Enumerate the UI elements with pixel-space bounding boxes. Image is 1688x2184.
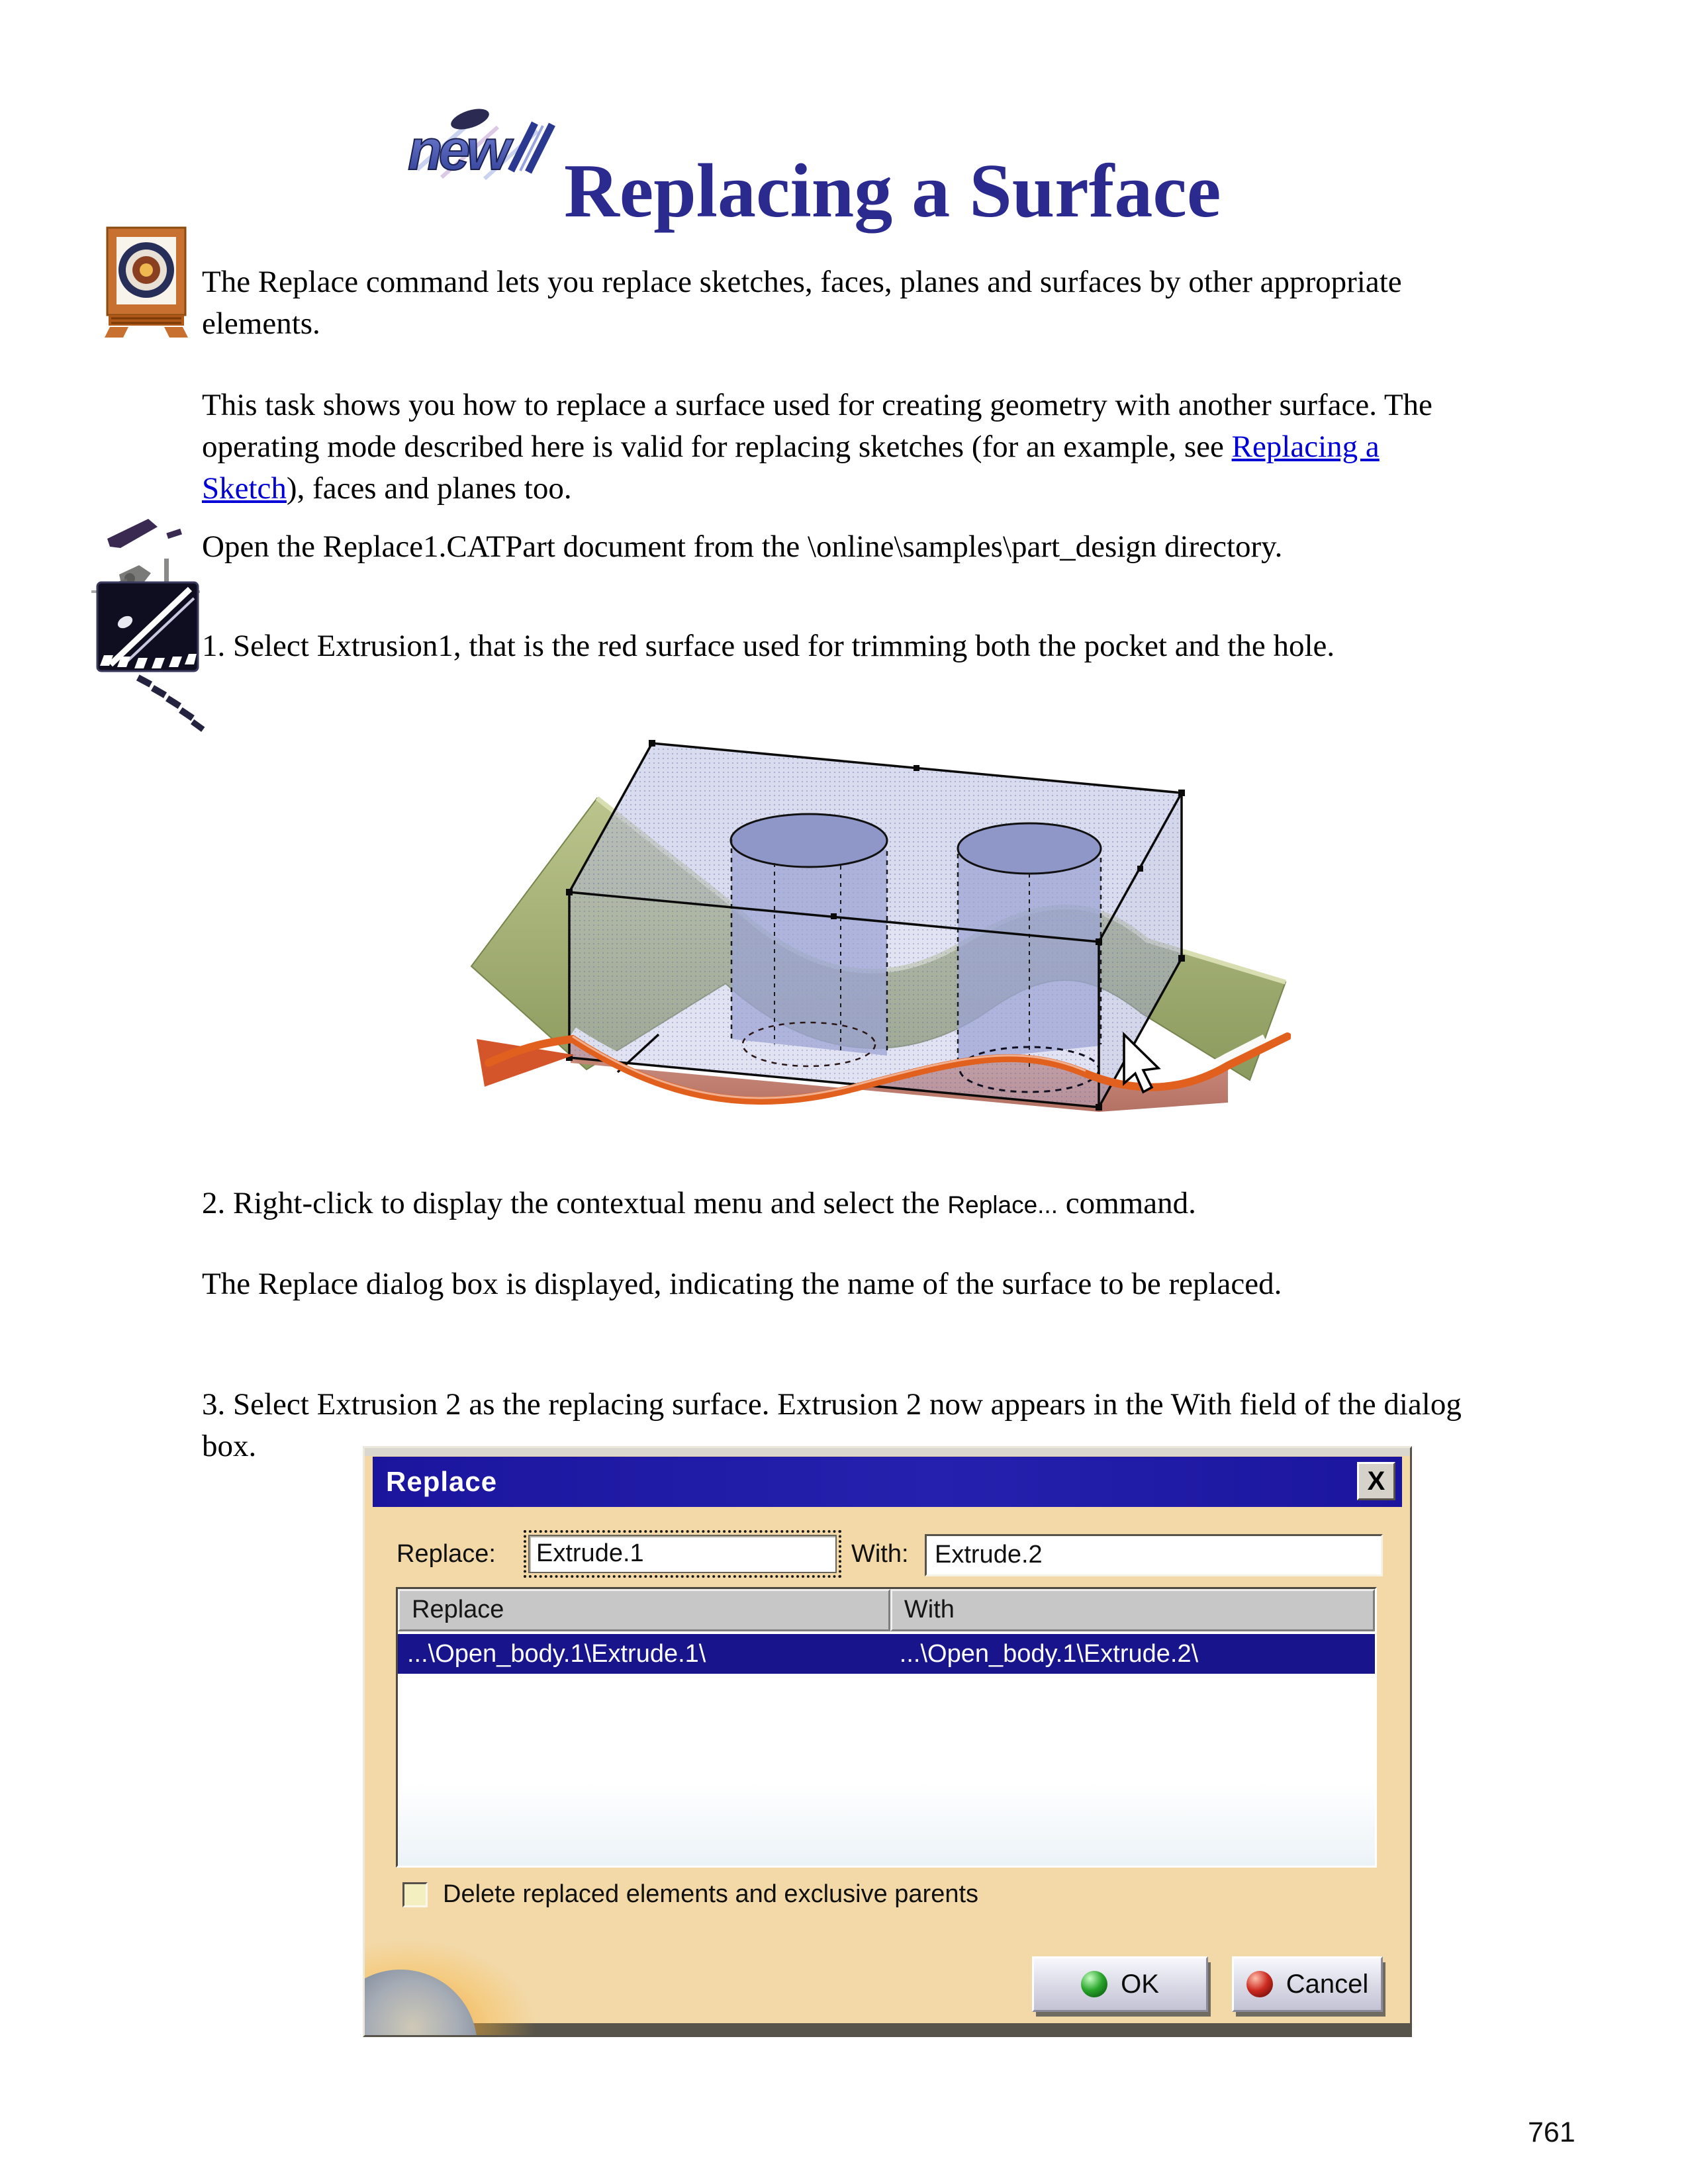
cancel-button[interactable] [1232, 1956, 1383, 2012]
table-cell-replace-path: ...\Open_body.1\Extrude.1\ [407, 1640, 706, 1668]
page-number: 761 [1528, 2116, 1575, 2148]
close-icon[interactable]: X [1357, 1462, 1395, 1500]
step3-text: 3. Select Extrusion 2 as the replacing surface. Extrusion 2 now appears in the With field of the dialog box. [202, 1387, 1462, 1463]
replace-dialog [363, 1446, 1412, 2037]
delete-replaced-checkbox[interactable] [402, 1882, 428, 1907]
replace-table[interactable] [396, 1587, 1377, 1868]
cancel-button-label: Cancel [1286, 1969, 1369, 1999]
ok-ball-icon [1081, 1971, 1107, 1997]
dialog-titlebar [373, 1457, 1402, 1507]
with-field-label: With: [851, 1540, 909, 1568]
step2-text-post: command. [1058, 1186, 1196, 1220]
task-icon [96, 581, 210, 735]
table-row-selected[interactable] [398, 1634, 1375, 1674]
target-icon [99, 225, 193, 339]
page-title: Replacing a Surface [564, 148, 1221, 234]
dialog-note-paragraph [202, 1263, 1397, 1305]
cancel-ball-icon [1246, 1971, 1273, 1997]
step2-text-pre: 2. Right-click to display the contextual menu and select the [202, 1186, 948, 1220]
table-header-row [398, 1589, 1375, 1631]
intro-paragraph [202, 261, 1445, 345]
task-paragraph [202, 385, 1445, 510]
table-header-replace[interactable]: Replace [398, 1589, 890, 1631]
illustration-3d [430, 674, 1291, 1124]
table-header-with[interactable]: With [890, 1589, 1375, 1631]
replace-input[interactable] [524, 1530, 841, 1578]
replace-field-label: Replace: [397, 1540, 496, 1568]
replacing-a-sketch-link[interactable]: Replacing a Sketch [202, 430, 1380, 506]
dialog-title: Replace [386, 1466, 498, 1497]
replace-command-text: Replace... [947, 1191, 1058, 1218]
dialog-note-text: The Replace dialog box is displayed, indicating the name of the surface to be replaced. [202, 1267, 1282, 1301]
new-logo [405, 105, 559, 185]
replace-input-value: Extrude.1 [528, 1535, 837, 1573]
step1-paragraph [202, 625, 1445, 667]
table-cell-with-path: ...\Open_body.1\Extrude.2\ [899, 1640, 1199, 1668]
delete-replaced-checkbox-label: Delete replaced elements and exclusive parents [443, 1880, 979, 1908]
cylinder-pocket [731, 814, 887, 1066]
task-text-post: ), faces and planes too. [286, 471, 572, 506]
intro-text: The Replace command lets you replace sketches, faces, planes and surfaces by other appropriate elements. [202, 265, 1402, 341]
dialog-frame-strip [365, 1448, 1410, 1456]
ok-button[interactable] [1032, 1956, 1208, 2012]
step2-paragraph [202, 1183, 1445, 1226]
ok-button-label: OK [1121, 1969, 1159, 1999]
open-document-paragraph [202, 526, 1387, 568]
step1-text: 1. Select Extrusion1, that is the red surface used for trimming both the pocket and the hole. [202, 629, 1335, 663]
logo-text: new [408, 118, 507, 182]
open-document-text: Open the Replace1.CATPart document from the \online\samples\part_design directory. [202, 529, 1283, 564]
with-input[interactable]: Extrude.2 [925, 1534, 1383, 1576]
task-text-pre: This task shows you how to replace a surface used for creating geometry with another surface. The operating mode described here is valid for replacing sketches (for an example, see [202, 388, 1432, 464]
